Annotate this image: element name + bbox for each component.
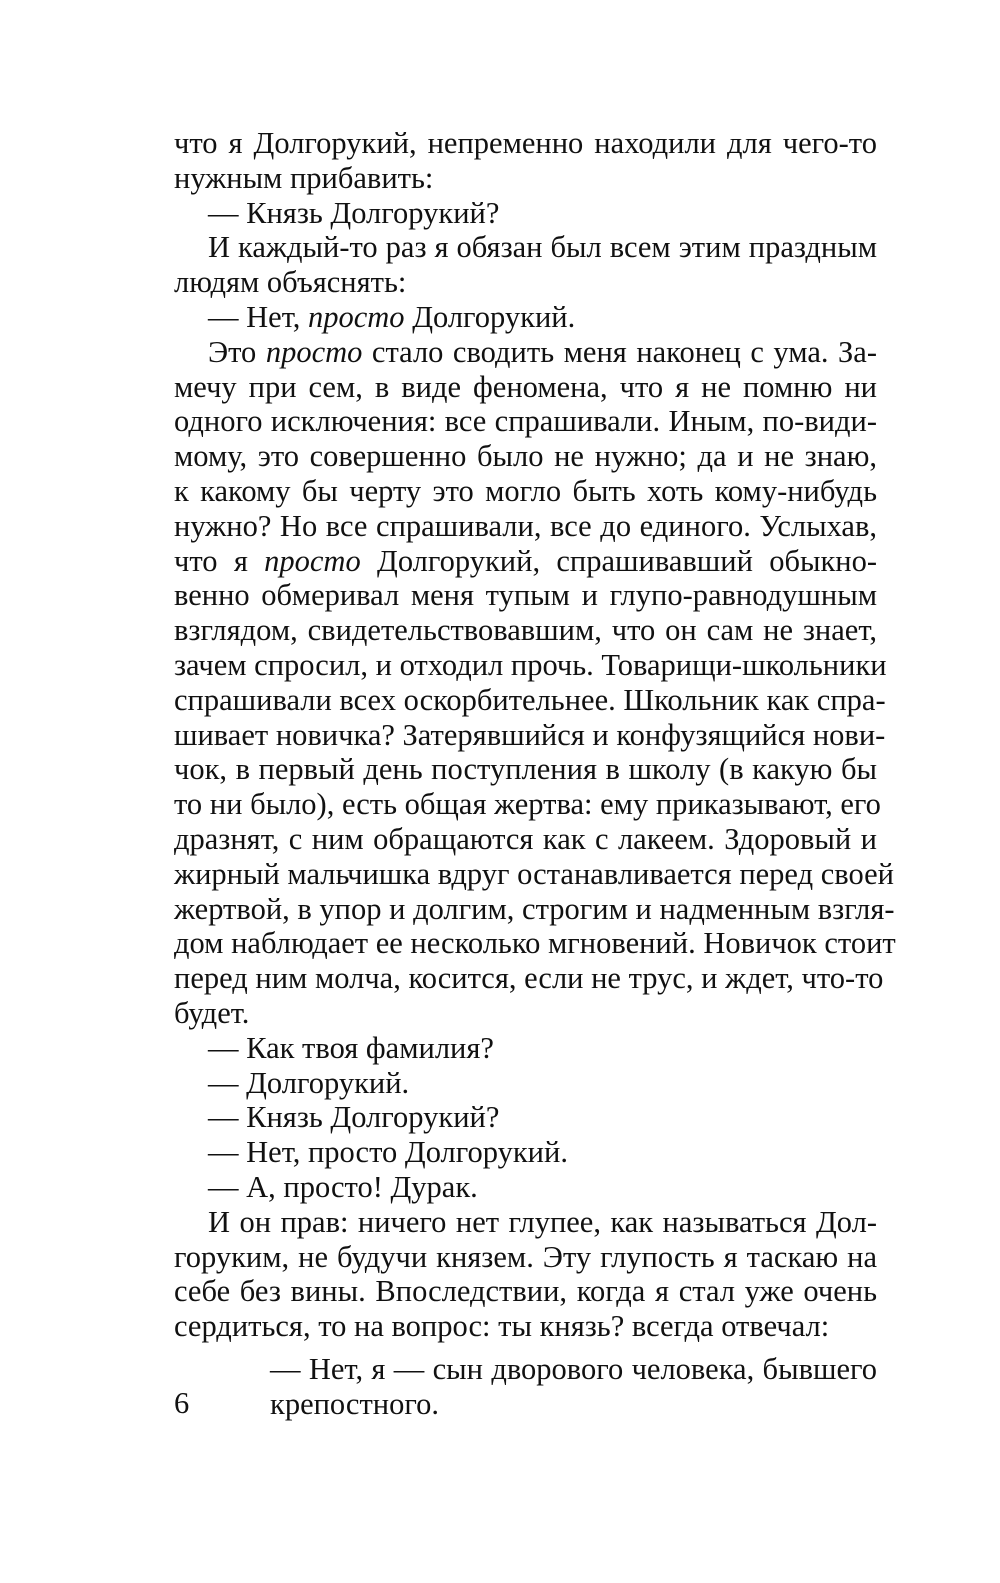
text-fragment: Долгорукий, спрашивавший обыкно- [360,543,877,578]
text-line: горуким, не будучи князем. Эту глупость я таскаю на [174,1239,877,1274]
italic-word: просто [307,299,405,334]
text-line: что я Долгорукий, непременно находили для чего-то [174,126,877,160]
closing-quote [174,1352,877,1422]
text-fragment: что я [174,543,265,578]
page-number: 6 [174,1386,190,1420]
text-fragment: Долгорукий. [404,299,576,334]
text-line: одного исключения: все спрашивали. Иным, по-види- [174,404,877,439]
text-line: мечу при сем, в виде феномена, что я не помню ни [174,369,877,404]
text-line: дом наблюдает ее несколько мгновений. Новичок стоит [174,926,896,961]
text-line: спрашивали всех оскорбительнее. Школьник как спра- [174,682,886,717]
text-line: нужно? Но все спрашивали, все до единого. Услыхав, [174,508,877,543]
text-line: будет. [174,995,250,1030]
text-line [174,544,877,579]
text-line: — Долгорукий. [208,1065,410,1100]
text-line: — Князь Долгорукий? [208,1100,500,1135]
text-fragment: Это [208,334,266,369]
text-line: то ни было), есть общая жертва: ему приказывают, его [174,787,881,822]
text-line: И он прав: ничего нет глупее, как называться Дол- [208,1204,877,1239]
text-line: к какому бы черту это могло быть хоть кому-нибудь [174,473,877,508]
text-fragment: — Нет, [208,299,308,334]
text-line: жертвой, в упор и долгим, строгим и надменным взгля- [174,891,895,926]
text-line: сердиться, то на вопрос: ты князь? всегда отвечал: [174,1309,830,1344]
text-line: — Князь Долгорукий? [208,195,500,230]
text-line: людям объяснять: [174,265,407,300]
text-line: И каждый-то раз я обязан был всем этим праздным [208,230,877,265]
text-line: чок, в первый день поступления в школу (в какую бы [174,752,877,787]
text-line: перед ним молча, косится, если не трус, и ждет, что-то [174,961,884,996]
text-line: себе без вины. Впоследствии, когда я стал уже очень [174,1274,877,1309]
text-line: жирный мальчишка вдруг останавливается перед своей [174,856,894,891]
text-line: крепостного. [270,1386,440,1421]
text-fragment: стало сводить меня наконец с ума. За- [362,334,878,369]
italic-word: просто [265,334,363,369]
text-line: мому, это совершенно было не нужно; да и не знаю, [174,439,877,474]
text-line: зачем спросил, и отходил прочь. Товарищи-школьники [174,647,887,682]
italic-word: просто [264,543,361,578]
text-line: — Нет, я — сын дворового человека, бывшего [270,1352,877,1386]
text-line: — А, просто! Дурак. [208,1169,478,1204]
body-text [174,126,896,1344]
text-line [174,300,877,335]
text-line [174,335,877,370]
text-line: шивает новичка? Затерявшийся и конфузящийся нови- [174,717,886,752]
text-line: нужным прибавить: [174,160,434,195]
text-line: взглядом, свидетельствовавшим, что он сам не знает, [174,613,877,648]
text-line: дразнят, с ним обращаются как с лакеем. Здоровый и [174,821,877,856]
text-line: — Нет, просто Долгорукий. [208,1135,568,1170]
text-line: венно обмеривал меня тупым и глупо-равнодушным [174,578,877,613]
text-line: — Как твоя фамилия? [208,1030,494,1065]
